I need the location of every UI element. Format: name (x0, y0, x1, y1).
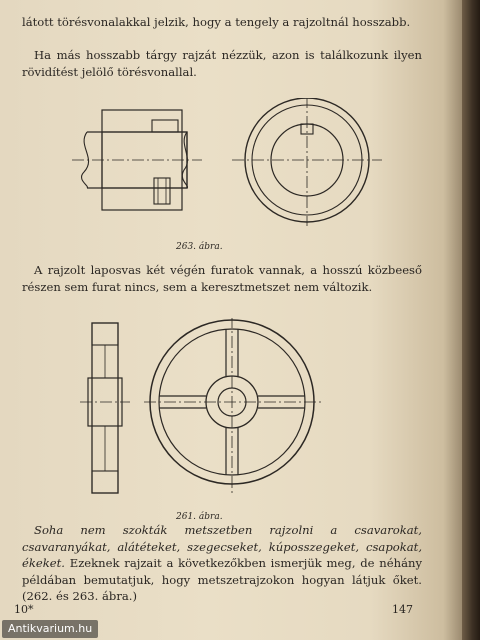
paragraph-2: Ha más hosszabb tárgy rajzát nézzük, azon is találkozunk ilyen rövidítést jelölő törésvonallal. (22, 48, 422, 79)
paragraph-3: A rajzolt laposvas két végén furatok vannak, a hosszú közbeeső részen sem furat nincs, sem a keresztmetszet nem változik. (22, 263, 422, 294)
paragraph-4 (22, 522, 422, 605)
book-binding (462, 0, 480, 640)
paragraph-1: látott törésvonalakkal jelzik, hogy a tengely a rajzoltnál hosszabb. (22, 15, 411, 29)
watermark-logo: Antikvarium.hu (2, 620, 98, 638)
figure-261 (74, 318, 424, 496)
figure-263 (72, 98, 412, 228)
paragraph-4-italic: Soha nem szokták metszetben rajzolni a csavarokat, csavaranyákat, alátéteket, szegecseket, kúposszegeket, csapokat, ékeket. (22, 523, 422, 570)
signature-mark: 10* (14, 603, 34, 616)
paragraph-4-rest: Ezeknek rajzait a következőkben ismerjük meg, de néhány példában bemutatjuk, hogy metszetrajzokon hogyan látjuk őket. (262. és 263. ábra.) (22, 556, 422, 603)
figure-261-caption: 261. ábra. (176, 512, 223, 522)
figure-263-caption: 263. ábra. (176, 242, 223, 252)
page-number: 147 (392, 603, 413, 616)
